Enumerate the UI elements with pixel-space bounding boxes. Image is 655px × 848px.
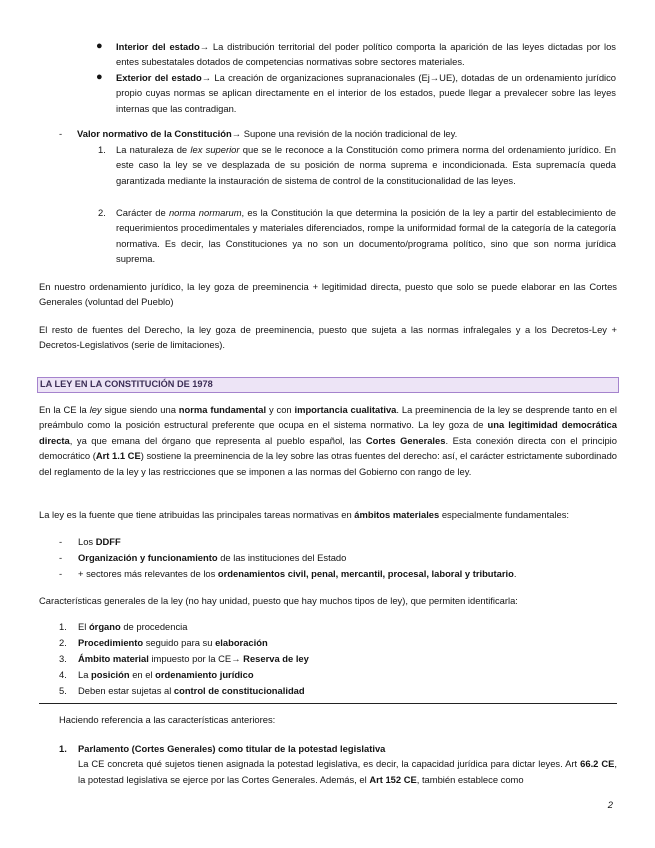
item-number: 1. [98, 144, 106, 155]
text-emphasis: ley [89, 404, 102, 415]
bullet-dot: ● [96, 40, 103, 52]
paragraph-referencia: Haciendo referencia a las características anteriores: [59, 714, 276, 725]
text-run: Los [78, 536, 96, 547]
text-run: . [513, 568, 517, 579]
text-bold: control de constitucionalidad [173, 685, 305, 696]
text-bold: Ámbito material [78, 653, 149, 664]
text-bold: Art 152 CE [369, 773, 417, 785]
characteristic-5 [59, 683, 618, 698]
text-run: especialmente fundamentales: [439, 509, 570, 520]
section-title: Parlamento (Cortes Generales) como titular de la potestad legislativa [78, 743, 386, 754]
item-emphasis: lex superior [190, 144, 240, 155]
text-bold: posición [91, 669, 130, 680]
text-bold: DDFF [95, 536, 121, 547]
bullet-title: Exterior del estado [116, 72, 202, 83]
item-text: que se le reconoce a la Constitución como primera norma del ordenamiento jurídico. En este caso la ley se ve desplazada de su posición de norma suprema e incondicionada. Esta supremacía queda garantizada mediante la instauración de sistema de control de la constitucionalidad de las leyes. [116, 144, 616, 186]
item-number: 1. [59, 743, 67, 754]
item-text: , es la Constitución la que determina la posición de la ley a partir del establecimiento de requerimientos procedimentales y materiales diferenciados, rompe la uniformidad formal de la categoría de la categoría normativa. Es decir, las Constituciones ya no son un documento/programa político, sino que son norma jurídica suprema. [116, 207, 617, 265]
text-run: La ley es la fuente que tiene atribuidas las principales tareas normativas en [39, 509, 355, 520]
dash-mark: - [59, 568, 63, 579]
paragraph-fuentes: El resto de fuentes del Derecho, la ley goza de preeminencia, puesto que sujeta a las normas infralegales y a los Decretos-Ley + Decretos-Legislativos (serie de limitaciones). [39, 324, 617, 351]
text-run: , ya que emana del órgano que representa al pueblo español, las [69, 434, 366, 446]
section-divider [39, 703, 617, 704]
valor-title: Valor normativo de la Constitución [77, 128, 232, 139]
item-number: 2. [98, 207, 106, 218]
paragraph-caracteristicas: Características generales de la ley (no hay unidad, puesto que hay muchos tipos de ley), que permiten identificarla: [39, 595, 518, 606]
paragraph-ordenamiento: En nuestro ordenamiento jurídico, la ley goza de preeminencia + legitimidad directa, puesto que solo se puede elaborar en las Cortes Generales (voluntad del Pueblo) [39, 281, 617, 308]
dash-item-ddff [59, 534, 618, 549]
text-run: Deben estar sujetas al [78, 685, 174, 696]
section-heading: LA LEY EN LA CONSTITUCIÓN DE 1978 [37, 377, 619, 393]
item-number: 2. [59, 637, 67, 648]
bullet-title: Interior del estado [116, 41, 200, 52]
item-emphasis: norma normarum [168, 207, 242, 218]
text-bold: ordenamiento jurídico [155, 669, 254, 680]
bullet-dot: ● [96, 71, 103, 83]
text-bold: importancia cualitativa [294, 404, 397, 415]
text-bold: Organización y funcionamiento [78, 552, 218, 563]
dash-item-organizacion [59, 550, 618, 565]
paragraph-fuente-tareas [39, 507, 617, 522]
text-run: . Esta conexión directa con el principio democrático ( [39, 434, 617, 462]
text-bold: una legitimidad democrática directa [39, 419, 617, 446]
arrow-icon: → [231, 128, 242, 139]
item-text: Carácter de [116, 207, 169, 218]
dash-mark: - [59, 536, 63, 547]
bullet-exterior [96, 70, 617, 116]
text-run: sigue siendo una [101, 404, 179, 415]
bullet-interior [96, 39, 616, 70]
bullet-text: La distribución territorial del poder político comporta la aparición de las leyes dictadas por los entes subestatales dotados de competencias normativas sobre sectores materiales. [116, 41, 616, 68]
arrow-icon: → [201, 72, 212, 83]
item-number: 5. [59, 685, 67, 696]
item-number: 1. [59, 621, 67, 632]
dash-item-sectores [59, 566, 618, 581]
characteristic-3 [59, 651, 618, 666]
text-run: impuesto por la CE [148, 653, 232, 664]
text-bold: Art 1.1 CE [95, 450, 141, 462]
valor-text: Supone una revisión de la noción tradicional de ley. [241, 128, 458, 139]
text-bold: Cortes Generales [365, 434, 446, 446]
page-number: 2 [607, 799, 613, 810]
text-run: , la potestad legislativa se ejerce por las Cortes Generales. Además, el [78, 758, 617, 785]
arrow-icon: → [199, 41, 210, 52]
numbered-item-2 [98, 205, 617, 267]
dash-mark: - [59, 128, 63, 139]
text-bold: 66.2 CE [580, 758, 615, 770]
text-run: + sectores más relevantes de los [78, 568, 218, 579]
text-run: , también establece como [416, 773, 524, 785]
text-run: ) sostiene la preeminencia de la ley sobre las otras fuentes del derecho: así, el carácter estrictamente subordinado del reglamento de la ley y las restricciones que se imponen a las normas del Gobierno con rango de ley. [39, 450, 618, 477]
arrow-icon: → [429, 72, 440, 83]
text-bold: órgano [88, 621, 121, 632]
dash-mark: - [59, 552, 63, 563]
item-number: 4. [59, 669, 67, 680]
characteristic-2 [59, 635, 618, 650]
bullet-text: UE), dotadas de un ordenamiento jurídico propio cuyas normas se aplican directamente en el interior de los estados, puede llegar a prevalecer sobre las leyes internas que las contradigan. [116, 72, 617, 114]
text-bold: ordenamientos civil, penal, mercantil, procesal, laboral y tributario [217, 568, 514, 579]
bullet-text: La creación de organizaciones supranacionales (Ej [211, 72, 430, 83]
text-run: en el [129, 669, 156, 680]
text-run: seguido para su [143, 637, 216, 648]
text-bold: norma fundamental [178, 404, 267, 415]
characteristic-1 [59, 619, 618, 634]
characteristic-4 [59, 667, 618, 682]
text-run: En la CE la [39, 404, 90, 415]
text-bold: elaboración [215, 637, 268, 648]
section-parlamento [59, 741, 617, 787]
text-run: La CE concreta qué sujetos tienen asignada la potestad legislativa, es decir, la capacidad jurídica para dictar leyes. Art [78, 758, 581, 770]
item-text: La naturaleza de [116, 144, 191, 155]
text-run: de procedencia [120, 621, 188, 632]
text-run: y con [266, 404, 295, 415]
text-run: de las instituciones del Estado [217, 552, 347, 563]
text-bold: ámbitos materiales [354, 509, 440, 520]
text-run: . La preeminencia de la ley se desprende tanto en el preámbulo como la posición estructural preferente que ocupa en el sistema normativo. La ley goza de [39, 404, 617, 431]
arrow-icon: → [231, 653, 241, 664]
paragraph-ley-ce [39, 402, 617, 479]
item-number: 3. [59, 653, 67, 664]
text-bold: Reserva de ley [240, 653, 309, 664]
text-bold: Procedimiento [78, 637, 144, 648]
text-run: La [78, 669, 92, 680]
text-run: El [78, 621, 89, 632]
numbered-item-1 [98, 142, 616, 188]
